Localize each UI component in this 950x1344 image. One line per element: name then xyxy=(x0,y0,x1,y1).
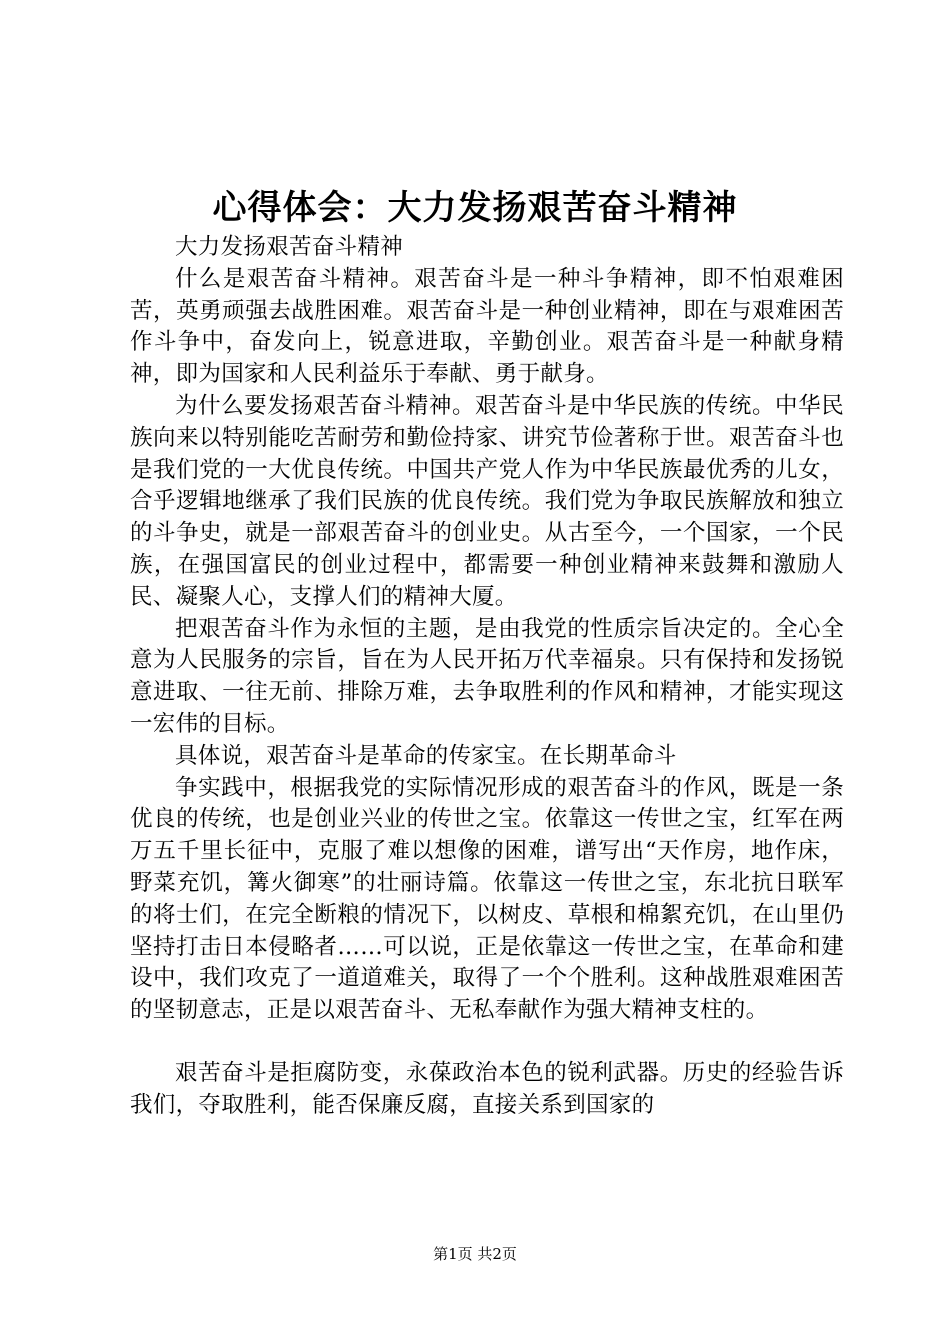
paragraph-practice: 争实践中，根据我党的实际情况形成的艰苦奋斗的作风，既是一条优良的传统，也是创业兴业的传世之宝。依靠这一传世之宝，红军在两万五千里长征中，克服了难以想像的困难，谱写出“天作房，地作床，野菜充饥，篝火御寒”的壮丽诗篇。依靠这一传世之宝，东北抗日联军的将士们，在完全断粮的情况下，以树皮、草根和棉絮充饥，在山里仍坚持打击日本侵略者……可以说，正是依靠这一传世之宝，在革命和建设中，我们攻克了一道道难关，取得了一个个胜利。这种战胜艰难困苦的坚韧意志，正是以艰苦奋斗、无私奉献作为强大精神支柱的。 xyxy=(130,774,844,1024)
paragraph-why: 为什么要发扬艰苦奋斗精神。艰苦奋斗是中华民族的传统。中华民族向来以特别能吃苦耐劳和勤俭持家、讲究节俭著称于世。艰苦奋斗也是我们党的一大优良传统。中国共产党人作为中华民族最优秀的儿女，合乎逻辑地继承了我们民族的优良传统。我们党为争取民族解放和独立的斗争史，就是一部艰苦奋斗的创业史。从古至今，一个国家，一个民族，在强国富民的创业过程中，都需要一种创业精神来鼓舞和激励人民、凝聚人心，支撑人们的精神大厦。 xyxy=(130,392,844,610)
paragraph-anti-corruption: 艰苦奋斗是拒腐防变，永葆政治本色的锐利武器。历史的经验告诉我们，夺取胜利，能否保廉反腐，直接关系到国家的 xyxy=(130,1059,844,1118)
paragraph-what-is: 什么是艰苦奋斗精神。艰苦奋斗是一种斗争精神，即不怕艰难困苦，英勇顽强去战胜困难。艰苦奋斗是一种创业精神，即在与艰难困苦作斗争中，奋发向上，锐意进取，辛勤创业。艰苦奋斗是一种献身精神，即为国家和人民利益乐于奉献、勇于献身。 xyxy=(130,265,844,388)
paragraph-specifically: 具体说，艰苦奋斗是革命的传家宝。在长期革命斗 xyxy=(175,742,677,769)
document-title: 心得体会：大力发扬艰苦奋斗精神 xyxy=(212,188,738,228)
page-footer: 第1页 共2页 xyxy=(433,1245,517,1263)
document-body xyxy=(130,232,844,1122)
paragraph-theme: 把艰苦奋斗作为永恒的主题，是由我党的性质宗旨决定的。全心全意为人民服务的宗旨，旨在为人民开拓万代幸福泉。只有保持和发扬锐意进取、一往无前、排除万难，去争取胜利的作风和精神，才能实现这一宏伟的目标。 xyxy=(130,615,844,737)
paragraph-subtitle: 大力发扬艰苦奋斗精神 xyxy=(175,234,404,260)
